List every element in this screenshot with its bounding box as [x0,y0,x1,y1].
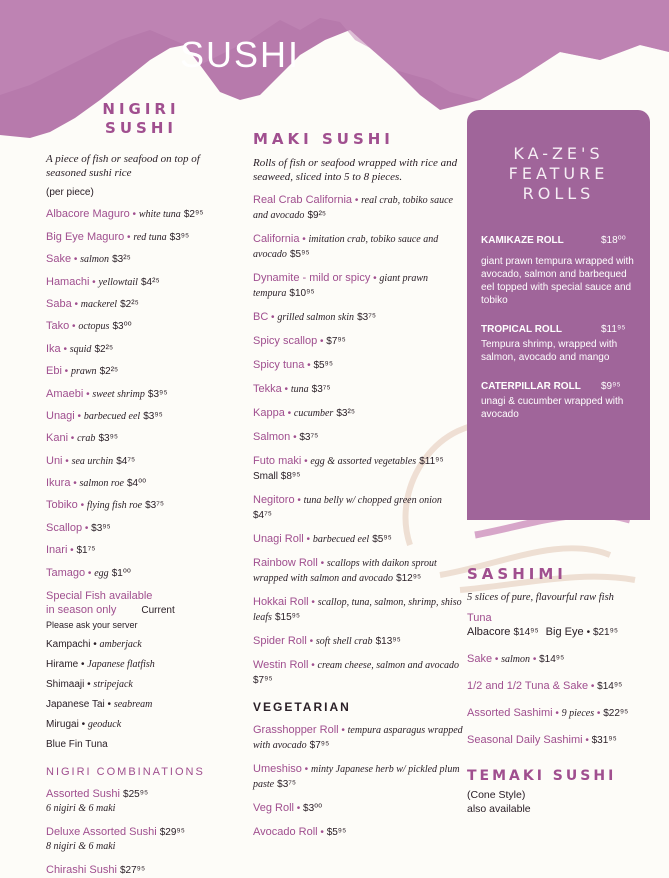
item-desc: cream cheese, salmon and avocado [317,660,460,671]
roll-item: Grasshopper Roll • tempura asparagus wrapped with avocado $7⁹⁵ [253,724,463,751]
item-name: Inari [46,544,68,557]
item-name: Tako [46,320,70,333]
nigiri-item: Hamachi • yellowtail $4²⁵ [46,275,160,288]
item-name: California [253,233,300,245]
special-fish-list [46,638,231,752]
item-desc: sweet shrimp [92,388,145,400]
item-desc: octopus [78,321,110,333]
roll-item: Unagi Roll • barbecued eel $5⁹⁵ [253,533,392,545]
fish-name: Kampachi [46,638,91,650]
item-price: $3⁰⁰ [303,803,323,814]
item-price: $3⁹⁵ [91,522,111,534]
item-price: $14⁹⁵ [597,681,623,692]
combinations-list [46,787,231,878]
feature-roll [481,234,640,307]
item-name: Assorted Sushi [46,787,120,800]
item-small-price: Small $8⁹⁵ [253,471,301,482]
item-price: $4⁷⁵ [253,510,272,521]
item-name: Ikura [46,477,71,490]
item-desc: tempura asparagus wrapped with avocado [253,725,463,751]
roll-item: Spicy tuna • $5⁹⁵ [253,359,333,371]
item-name: Salmon [253,431,291,443]
nigiri-item: Albacore Maguro • white tuna $2⁹⁵ [46,208,204,221]
item-desc: grilled salmon skin [277,312,355,323]
item-name: Real Crab California [253,194,353,206]
roll-item: Real Crab California • real crab, tobiko sauce and avocado $9²⁵ [253,194,453,221]
item-price: $3⁹⁵ [98,433,119,445]
item-price: $3⁷⁵ [299,432,319,443]
item-price: $2²⁵ [99,366,119,378]
fish-name: Shimaaji [46,678,85,690]
roll-item: Negitoro • tuna belly w/ chopped green onion $4⁷⁵ [253,494,442,521]
item-price: $29⁹⁵ [159,826,185,838]
sashimi-heading: SASHIMI [467,565,567,583]
feature-roll [481,380,640,421]
roll-item: Avocado Roll • $5⁹⁵ [253,826,347,838]
item-price: $2²⁵ [120,298,139,310]
special-fish-item: Shimaaji • stripejack [46,678,133,690]
sashimi-list [467,652,657,748]
special-fish-item: Japanese Tai • seabream [46,698,153,710]
fish-desc: Japanese flatfish [87,658,155,670]
roll-item: Umeshiso • minty Japanese herb w/ pickled plum paste $3⁷⁵ [253,763,460,790]
item-price: $10⁹⁵ [289,288,315,299]
item-price: $5⁹⁵ [289,249,310,260]
item-name: Negitoro [253,494,295,506]
item-desc: barbecued eel [312,534,370,545]
feature-rolls-list [467,234,650,421]
roll-item: BC • grilled salmon skin $3⁷⁵ [253,311,376,323]
item-desc: mackerel [80,298,118,310]
feature-roll-name: KAMIKAZE ROLL [481,235,564,246]
nigiri-item: Big Eye Maguro • red tuna $3⁹⁵ [46,230,190,243]
item-price: $7⁹⁵ [326,336,346,347]
fish-name: Mirugai [46,718,79,730]
special-fish-item [46,738,231,752]
roll-item: Dynamite - mild or spicy • giant prawn tempura $10⁹⁵ [253,272,429,299]
item-name: Westin Roll [253,659,309,671]
item-name: Tobiko [46,499,78,512]
item-desc: sea urchin [71,455,114,467]
item-price: $27⁹⁵ [119,864,146,876]
nigiri-item: Tamago • egg $1⁰⁰ [46,566,131,579]
item-desc: giant prawn tempura [253,273,429,299]
item-price: $11⁹⁵ [419,456,444,467]
feature-roll-price: $18⁰⁰ [601,235,626,246]
roll-item: Futo maki • egg & assorted vegetables $11⁹⁵ Small $8⁹⁵ [253,455,444,482]
item-name: 1/2 and 1/2 Tuna & Sake [467,680,589,692]
item-name: Rainbow Roll [253,557,318,569]
item-desc: prawn [70,366,97,378]
item-name: Scallop [46,521,83,534]
item-name: Dynamite - mild or spicy [253,272,371,284]
item-desc: 8 nigiri & 6 maki [46,840,116,852]
item-price: $3⁷⁵ [357,312,376,323]
roll-item: Westin Roll • cream cheese, salmon and avocado $7⁹⁵ [253,659,460,686]
item-price: $3⁷⁵ [277,779,297,790]
item-name: Grasshopper Roll [253,724,339,736]
nigiri-item: Ika • squid $2²⁵ [46,342,114,355]
sashimi-item: Assorted Sashimi • 9 pieces • $22⁹⁵ [467,707,629,719]
per-piece-note: (per piece) [46,187,94,198]
item-desc: crab [77,433,96,445]
item-name: Hokkai Roll [253,596,309,608]
item-name: Spicy scallop [253,335,318,347]
fish-name: Hirame [46,658,79,670]
special-fish-item: Mirugai • geoduck [46,718,122,730]
roll-item: Veg Roll • $3⁰⁰ [253,802,323,814]
fish-desc: stripejack [93,678,133,690]
sashimi-tuna: Tuna Albacore $14⁹⁵ Big Eye • $21⁹⁵ [467,612,619,638]
feature-roll-price: $9⁹⁵ [601,381,621,392]
combination-item [46,863,231,878]
item-desc: yellowtail [98,276,138,288]
item-price: $13⁹⁵ [375,636,401,647]
nigiri-heading: NIGIRI SUSHI [102,100,180,137]
feature-roll-desc: Tempura shrimp, wrapped with salmon, avocado and mango [481,339,618,363]
item-price: $3⁹⁵ [169,231,190,243]
item-desc: flying fish roe [86,500,143,512]
feature-heading: KA-ZE'S FEATURE ROLLS [508,144,609,203]
nigiri-item: Amaebi • sweet shrimp $3⁹⁵ [46,387,168,400]
item-name: Saba [46,297,72,310]
item-name: Amaebi [46,387,84,400]
item-name: Futo maki [253,455,302,467]
maki-heading: MAKI SUSHI [253,130,394,148]
item-desc: minty Japanese herb w/ pickled plum paste [253,764,460,790]
nigiri-item: Saba • mackerel $2²⁵ [46,297,139,310]
item-desc: soft shell crab [315,636,373,647]
temaki-note: (Cone Style) also available [467,789,531,815]
item-desc: white tuna [138,209,181,221]
nigiri-item: Tako • octopus $3⁰⁰ [46,320,132,333]
feature-roll-name: TROPICAL ROLL [481,324,562,335]
item-desc: red tuna [133,231,167,243]
page-title: SUSHI [179,34,301,75]
item-name: Spider Roll [253,635,307,647]
maki-column [253,130,463,840]
roll-item: Hokkai Roll • scallop, tuna, salmon, shrimp, shiso leafs $15⁹⁵ [253,596,462,623]
nigiri-item: Ikura • salmon roe $4⁰⁰ [46,477,147,490]
item-price: $22⁹⁵ [603,708,629,719]
item-price: $5⁹⁵ [326,827,347,838]
item-price: $7⁹⁵ [253,675,273,686]
item-price: $3²⁵ [336,408,355,419]
feature-roll-price: $11⁹⁵ [601,324,626,335]
feature-roll-desc: unagi & cucumber wrapped with avocado [481,396,624,420]
fish-name: Blue Fin Tuna [46,738,108,750]
item-price: $12⁹⁵ [396,573,422,584]
item-name: Albacore Maguro [46,208,130,221]
item-desc: salmon [80,254,110,266]
item-desc: scallop, tuna, salmon, shrimp, shiso leafs [253,597,462,623]
item-name: Uni [46,454,63,467]
roll-item: Spider Roll • soft shell crab $13⁹⁵ [253,635,401,647]
item-name: Veg Roll [253,802,294,814]
roll-item: Spicy scallop • $7⁹⁵ [253,335,346,347]
special-fish-note: Special Fish available in season only Current Please ask your server [46,589,175,630]
item-name: Sake [46,253,72,266]
item-price: $1⁷⁵ [76,545,96,557]
item-price: $3⁷⁵ [311,384,331,395]
item-price: $2²⁵ [94,343,114,355]
combination-item [46,825,231,854]
item-desc: salmon roe [79,478,124,490]
item-name: Assorted Sashimi [467,707,553,719]
item-name: Tamago [46,566,86,579]
nigiri-item: Ebi • prawn $2²⁵ [46,365,119,378]
item-desc: salmon [501,654,531,665]
fish-desc: seabream [113,698,153,710]
item-price: $14⁹⁵ [539,654,565,665]
item-price: $5⁹⁵ [372,534,392,545]
item-desc: egg & assorted vegetables [310,456,417,467]
item-price: $3⁷⁵ [145,500,164,512]
item-desc: egg [94,567,109,579]
item-desc: 9 pieces [561,708,595,719]
fish-desc: geoduck [87,718,122,730]
item-price: $31⁹⁵ [591,735,617,746]
roll-item: California • imitation crab, tobiko sauce and avocado $5⁹⁵ [253,233,439,260]
combination-item [46,787,231,816]
item-price: $25⁹⁵ [123,788,149,800]
special-fish-item: Hirame • Japanese flatfish [46,658,155,670]
roll-item: Tekka • tuna $3⁷⁵ [253,383,331,395]
special-fish-item: Kampachi • amberjack [46,638,142,650]
item-price: $4²⁵ [140,276,160,288]
nigiri-description: A piece of fish or seafood on top of seasoned sushi rice [46,153,200,179]
fish-name: Japanese Tai [46,698,105,710]
feature-roll [481,323,640,364]
item-name: Deluxe Assorted Sushi [46,825,157,838]
item-desc: barbecued eel [83,410,141,422]
nigiri-item: Tobiko • flying fish roe $3⁷⁵ [46,499,164,512]
sashimi-item: 1/2 and 1/2 Tuna & Sake • $14⁹⁵ [467,680,623,692]
feature-roll-name: CATERPILLAR ROLL [481,381,581,392]
item-desc: scallops with daikon sprout wrapped with salmon and avocado [253,558,437,584]
item-name: Ebi [46,365,62,378]
item-desc: real crab, tobiko sauce and avocado [253,195,453,221]
fish-desc: amberjack [99,638,142,650]
sashimi-item: Seasonal Daily Sashimi • $31⁹⁵ [467,734,617,746]
nigiri-list [46,207,231,580]
item-name: Unagi [46,409,75,422]
item-name: Seasonal Daily Sashimi [467,734,583,746]
vegetarian-heading: VEGETARIAN [253,700,351,714]
item-price: $3⁹⁵ [147,388,168,400]
item-name: Spicy tuna [253,359,305,371]
item-price: $4⁰⁰ [126,478,147,490]
item-desc: imitation crab, tobiko sauce and avocado [253,234,439,260]
item-desc: squid [69,343,92,355]
item-name: BC [253,311,269,323]
item-price: $7⁹⁵ [309,740,330,751]
item-price: $1⁰⁰ [111,567,131,579]
item-price: $3⁹⁵ [143,410,163,422]
roll-item: Rainbow Roll • scallops with daikon sprout wrapped with salmon and avocado $12⁹⁵ [253,557,437,584]
sashimi-column [467,565,657,816]
roll-item: Salmon • $3⁷⁵ [253,431,319,443]
nigiri-item: Sake • salmon $3²⁵ [46,253,131,266]
nigiri-item: Kani • crab $3⁹⁵ [46,432,119,445]
vegetarian-list [253,723,463,840]
sashimi-description: 5 slices of pure, flavourful raw fish [467,592,614,603]
nigiri-item: Uni • sea urchin $4⁷⁵ [46,454,136,467]
item-price: $15⁹⁵ [274,612,301,623]
item-desc: tuna belly w/ chopped green onion [303,495,442,506]
item-name: Tekka [253,383,282,395]
feature-roll-desc: giant prawn tempura wrapped with avocado, salmon and barbequed eel topped with special sauce and tobiko [481,256,634,306]
item-name: Kani [46,432,69,445]
item-price: $5⁹⁵ [313,360,333,371]
item-name: Unagi Roll [253,533,304,545]
item-name: Kappa [253,407,285,419]
combinations-heading: NIGIRI COMBINATIONS [46,765,205,778]
nigiri-item: Scallop • $3⁹⁵ [46,521,111,534]
nigiri-item: Unagi • barbecued eel $3⁹⁵ [46,409,163,422]
item-desc: 6 nigiri & 6 maki [46,802,116,814]
item-name: Avocado Roll [253,826,318,838]
item-name: Umeshiso [253,763,302,775]
nigiri-column [46,100,231,878]
maki-list [253,193,463,688]
item-name: Chirashi Sushi [46,863,117,876]
item-price: $9²⁵ [307,210,327,221]
item-price: $3⁰⁰ [112,321,132,333]
item-name: Sake [467,653,493,665]
item-desc: cucumber [293,408,334,419]
item-desc: tuna [290,384,309,395]
item-name: Big Eye Maguro [46,230,125,243]
item-price: $2⁹⁵ [183,209,204,221]
sashimi-item: Sake • salmon • $14⁹⁵ [467,653,565,665]
maki-description: Rolls of fish or seafood wrapped with rice and seaweed, sliced into 5 to 8 pieces. [253,157,458,183]
feature-rolls-panel [467,110,650,520]
item-price: $4⁷⁵ [116,455,136,467]
nigiri-item: Inari • $1⁷⁵ [46,544,96,557]
item-price: $3²⁵ [112,254,131,266]
item-name: Ika [46,342,61,355]
item-name: Hamachi [46,275,90,288]
temaki-heading: TEMAKI SUSHI [467,768,617,784]
roll-item: Kappa • cucumber $3²⁵ [253,407,355,419]
